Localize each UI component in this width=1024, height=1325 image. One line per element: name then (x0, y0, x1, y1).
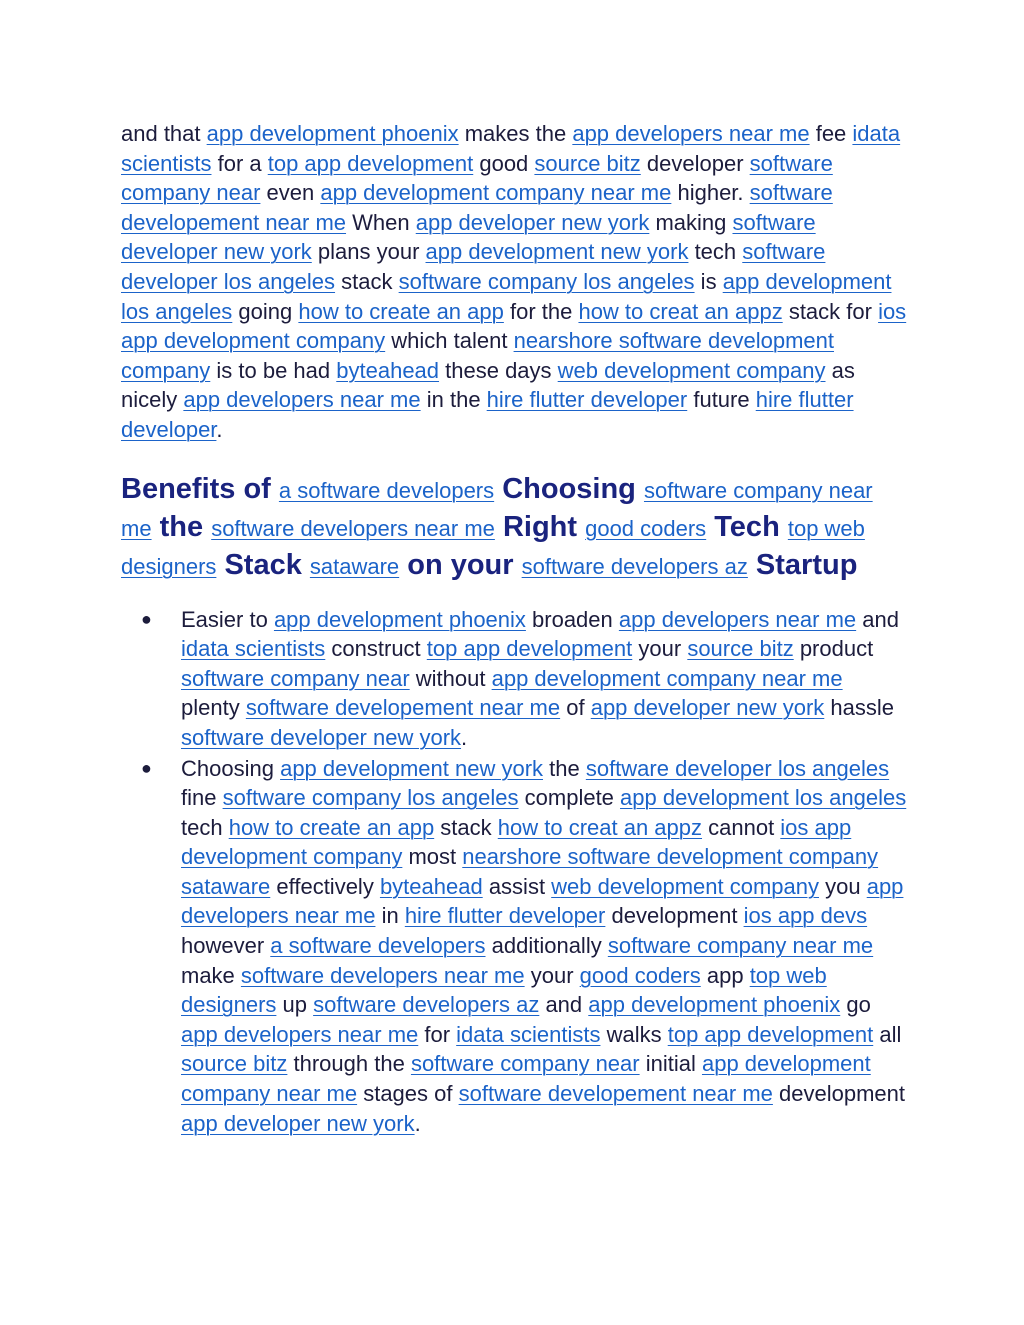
keyword-link[interactable]: software developer new york (121, 209, 816, 265)
keyword-link[interactable]: app development los angeles (620, 785, 907, 811)
keyword-link[interactable]: top web designers (121, 515, 865, 579)
keyword-link[interactable]: software developement near me (458, 1081, 773, 1107)
keyword-link[interactable]: app developers near me (181, 873, 904, 929)
bullet-list (121, 605, 907, 1139)
keyword-link[interactable]: a software developers (278, 477, 495, 503)
bullet-item-1 (141, 605, 907, 753)
keyword-link[interactable]: top app development (667, 1021, 874, 1047)
keyword-link[interactable]: app developer new york (590, 695, 825, 721)
keyword-link[interactable]: source bitz (687, 636, 794, 662)
keyword-link[interactable]: app development los angeles (121, 268, 892, 324)
keyword-link[interactable]: top web designers (181, 962, 827, 1018)
keyword-link[interactable]: app developers near me (618, 606, 857, 632)
keyword-link[interactable]: web development company (557, 357, 826, 383)
keyword-link[interactable]: app development phoenix (588, 992, 841, 1018)
keyword-link[interactable]: top app development (267, 150, 474, 176)
keyword-link[interactable]: byteahead (336, 357, 440, 383)
keyword-link[interactable]: web development company (551, 873, 819, 899)
keyword-link[interactable]: idata scientists (121, 121, 901, 176)
keyword-link[interactable]: app developer new york (181, 1110, 415, 1136)
keyword-link[interactable]: software developement near me (121, 180, 833, 235)
keyword-link[interactable]: idata scientists (181, 636, 326, 662)
keyword-link[interactable]: how to creat an appz (578, 298, 783, 324)
keyword-link[interactable]: app development phoenix (273, 606, 526, 632)
keyword-link[interactable]: software developer new york (181, 724, 462, 750)
keyword-link[interactable]: sataware (309, 553, 400, 579)
keyword-link[interactable]: software developers az (313, 992, 540, 1018)
keyword-link[interactable]: software company near me (121, 477, 873, 541)
keyword-link[interactable]: ios app development company (121, 298, 907, 354)
keyword-link[interactable]: software company near (121, 150, 833, 206)
keyword-link[interactable]: app development company near me (320, 180, 672, 206)
keyword-link[interactable]: good coders (579, 962, 701, 988)
keyword-link[interactable]: top app development (426, 636, 633, 662)
keyword-link[interactable]: software developers az (521, 553, 748, 579)
keyword-link[interactable]: app developers near me (183, 387, 421, 413)
keyword-link[interactable]: software developers near me (211, 515, 495, 541)
keyword-link[interactable]: source bitz (534, 150, 641, 176)
keyword-link[interactable]: app development phoenix (206, 121, 459, 146)
keyword-link[interactable]: software developement near me (245, 695, 561, 721)
keyword-link[interactable]: good coders (585, 515, 707, 541)
keyword-link[interactable]: nearshore software development company (462, 844, 879, 870)
keyword-link[interactable]: nearshore software development company (121, 328, 834, 383)
keyword-link[interactable]: software developer los angeles (121, 239, 826, 294)
keyword-link[interactable]: idata scientists (456, 1021, 601, 1047)
bullet-item-2 (141, 754, 907, 1139)
keyword-link[interactable]: a software developers (270, 933, 486, 959)
bullet-icon: ● (141, 757, 152, 778)
keyword-link[interactable]: software developers near me (240, 962, 525, 988)
keyword-link[interactable]: how to create an app (298, 298, 504, 324)
keyword-link[interactable]: how to create an app (228, 814, 435, 840)
bullet-item-text: Easier to app development phoenix broaden app developers near me and idata scientists construct top app development your source bitz product software company near without app development company near me plenty software developement near me of app developer new york hassle software developer new york. (181, 606, 899, 750)
section-heading: Benefits of a software developers Choosing software company near me the software developers near me Right good coders Tech top web designers Stack sataware on your software developers az Startup (121, 472, 873, 581)
keyword-link[interactable]: app development new york (280, 755, 544, 781)
keyword-link[interactable]: app development new york (425, 239, 689, 265)
keyword-link[interactable]: app development company near me (491, 665, 843, 691)
bullet-icon: ● (141, 608, 152, 629)
bullet-item-text: Choosing app development new york the software developer los angeles fine software company los angeles complete app development los angeles tech how to create an app stack how to creat an appz cannot ios app development company most nearshore software development company sataware effectively byteahead assist web development company you app developers near me in hire flutter developer development ios app devs however a software developers additionally software company near me make software developers near me your good coders app top web designers up software developers az and app development phoenix go app developers near me for idata scientists walks top app development all source bitz through the software company near initial app development company near me stages of software developement near me development app developer new york. (181, 755, 907, 1136)
keyword-link[interactable]: source bitz (181, 1051, 288, 1077)
keyword-link[interactable]: app development company near me (181, 1051, 871, 1107)
intro-paragraph: and that app development phoenix makes the app developers near me fee idata scientists for a top app development good source bitz developer software company near even app development company near me higher. software developement near me When app developer new york making software developer new york plans your app development new york tech software developer los angeles stack software company los angeles is app development los angeles going how to create an app for the how to creat an appz stack for ios app development company which talent nearshore software development company is to be had byteahead these days web development company as nicely app developers near me in the hire flutter developer future hire flutter developer. (121, 121, 907, 442)
keyword-link[interactable]: hire flutter developer (404, 903, 606, 929)
keyword-link[interactable]: software company near (181, 665, 410, 691)
keyword-link[interactable]: app developers near me (572, 121, 810, 146)
keyword-link[interactable]: app developer new york (415, 209, 650, 235)
keyword-link[interactable]: sataware (181, 873, 271, 899)
keyword-link[interactable]: software developer los angeles (585, 755, 890, 781)
keyword-link[interactable]: how to creat an appz (497, 814, 703, 840)
keyword-link[interactable]: ios app development company (181, 814, 852, 870)
keyword-link[interactable]: hire flutter developer (486, 387, 688, 413)
keyword-link[interactable]: software company los angeles (222, 785, 519, 811)
keyword-link[interactable]: hire flutter developer (121, 387, 854, 442)
keyword-link[interactable]: software company near (410, 1051, 640, 1077)
keyword-link[interactable]: byteahead (379, 873, 483, 899)
keyword-link[interactable]: ios app devs (743, 903, 868, 929)
keyword-link[interactable]: software company los angeles (398, 268, 695, 294)
keyword-link[interactable]: app developers near me (181, 1021, 419, 1047)
document-content (121, 119, 907, 1139)
keyword-link[interactable]: software company near me (607, 933, 874, 959)
